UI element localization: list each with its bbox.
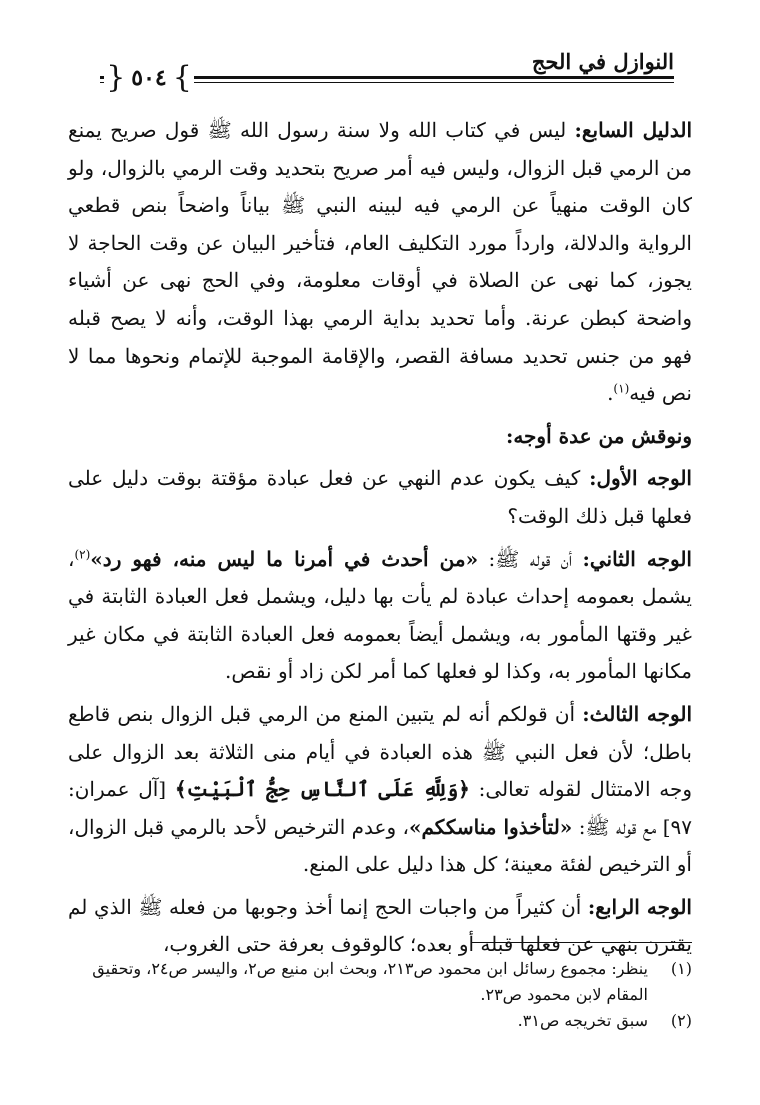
footnote-item bbox=[68, 1008, 692, 1034]
paragraph-text: ، يشمل بعمومه إحداث عبادة لم يأت بها دليل، ويشمل فعل العبادة الثابتة في غير وقتها المأمور به، ويشمل أيضاً بعمومه فعل العبادة الثابتة في مكان غير مكانها المأمور به، وكذا لو فعلها كما أمر لكن زاد أو نقص. bbox=[68, 546, 692, 684]
paragraph-text: مع قوله ﷺ: bbox=[572, 814, 663, 839]
paragraph-lead: الوجه الثالث: bbox=[582, 701, 692, 726]
paragraph-third-aspect bbox=[68, 696, 692, 884]
footnote-separator bbox=[472, 942, 692, 943]
paragraph-discussion-heading bbox=[68, 418, 692, 456]
paragraph-second-aspect bbox=[68, 541, 692, 691]
quran-verse: ﴿وَلِلَّهِ عَلَى ٱلنَّاسِ حِجُّ ٱلْبَيْتِ﴾ bbox=[174, 777, 470, 802]
paragraph-text: كيف يكون عدم النهي عن فعل عبادة مؤقتة بوقت دليل على فعلها قبل ذلك الوقت؟ bbox=[68, 466, 692, 528]
paragraph-text: ليس في كتاب الله ولا سنة رسول الله ﷺ قول صريح يمنع من الرمي قبل الزوال، وليس فيه أمر صريح بتحديد وقت الرمي بالزوال، ولو كان الوقت منهياً عن الرمي فيه لبينه النبي ﷺ بياناً واضحاً بنص قطعي الرواية والدلالة، وارداً مورد التكليف العام، فتأخير البيان عن وقت الحاجة لا يجوز، كما نهى عن الصلاة في أوقات معلومة، وفي الحج نهى عن أشياء واضحة كبطن عرنة. وأما تحديد بداية الرمي بهذا الوقت، وأنه لا يصح قبله فهو من جنس تحديد مسافة القصر، والإقامة الموجبة للإتمام ونحوها مما لا نص فيه bbox=[68, 118, 692, 406]
footnote-ref: (٢) bbox=[74, 546, 91, 561]
paragraph-text: أن كثيراً من واجبات الحج إنما أخذ وجوبها من فعله ﷺ الذي لم يقترن بنهي عن فعلها قبله أو بعده؛ كالوقوف بعرفة حتى الغروب، bbox=[68, 894, 692, 957]
paragraph-seventh-evidence bbox=[68, 112, 692, 413]
paragraph-lead: الوجه الرابع: bbox=[587, 894, 692, 919]
page-number-brace-left: { bbox=[106, 60, 126, 95]
page-number-brace-right: } bbox=[172, 60, 192, 95]
paragraph-fourth-aspect bbox=[68, 889, 692, 964]
paragraph-text: أن قوله ﷺ: bbox=[478, 546, 583, 571]
verse-reference: [آل عمران: ٩٧] bbox=[68, 777, 692, 839]
page-number: ٥٠٤ bbox=[131, 65, 167, 91]
paragraph-lead: الدليل السابع: bbox=[574, 118, 692, 142]
running-header-title: النوازل في الحج bbox=[531, 49, 674, 74]
paragraph-lead: الوجه الأول: bbox=[589, 466, 692, 491]
footnotes bbox=[68, 956, 692, 1034]
body-text bbox=[68, 112, 692, 964]
footnote-number: (١) bbox=[670, 959, 692, 978]
footnote-item bbox=[68, 956, 692, 1008]
paragraph-lead: الوجه الثاني: bbox=[582, 546, 692, 571]
hadith-quote: «لتأخذوا مناسككم» bbox=[408, 814, 573, 839]
footnote-ref: (١) bbox=[613, 381, 630, 396]
paragraph-first-aspect bbox=[68, 460, 692, 535]
paragraph-text: أن قولكم أنه لم يتبين المنع من الرمي قبل الزوال بنص قاطع باطل؛ لأن فعل النبي ﷺ هذه العبادة في أيام منى الثلاثة بعد الزوال على وجه الامتثال لقوله تعالى: bbox=[68, 701, 692, 802]
paragraph-lead: ونوقش من عدة أوجه: bbox=[505, 423, 692, 448]
paragraph-text: ، وعدم الترخيص لأحد بالرمي قبل الزوال، أو الترخيص لفئة معينة؛ كل هذا دليل على المنع. bbox=[68, 814, 692, 877]
paragraph-end: . bbox=[607, 381, 614, 406]
footnote-text: ينظر: مجموع رسائل ابن محمود ص٢١٣، وبحث ابن منيع ص٢، واليسر ص٢٤، وتحقيق المقام لابن محمود ص٢٣. bbox=[92, 959, 648, 1004]
hadith-quote: «من أحدث في أمرنا ما ليس منه، فهو رد» bbox=[90, 546, 479, 571]
footnote-text: سبق تخريجه ص٣١. bbox=[517, 1011, 648, 1030]
footnote-number: (٢) bbox=[670, 1011, 692, 1030]
page-number-box bbox=[104, 62, 194, 94]
